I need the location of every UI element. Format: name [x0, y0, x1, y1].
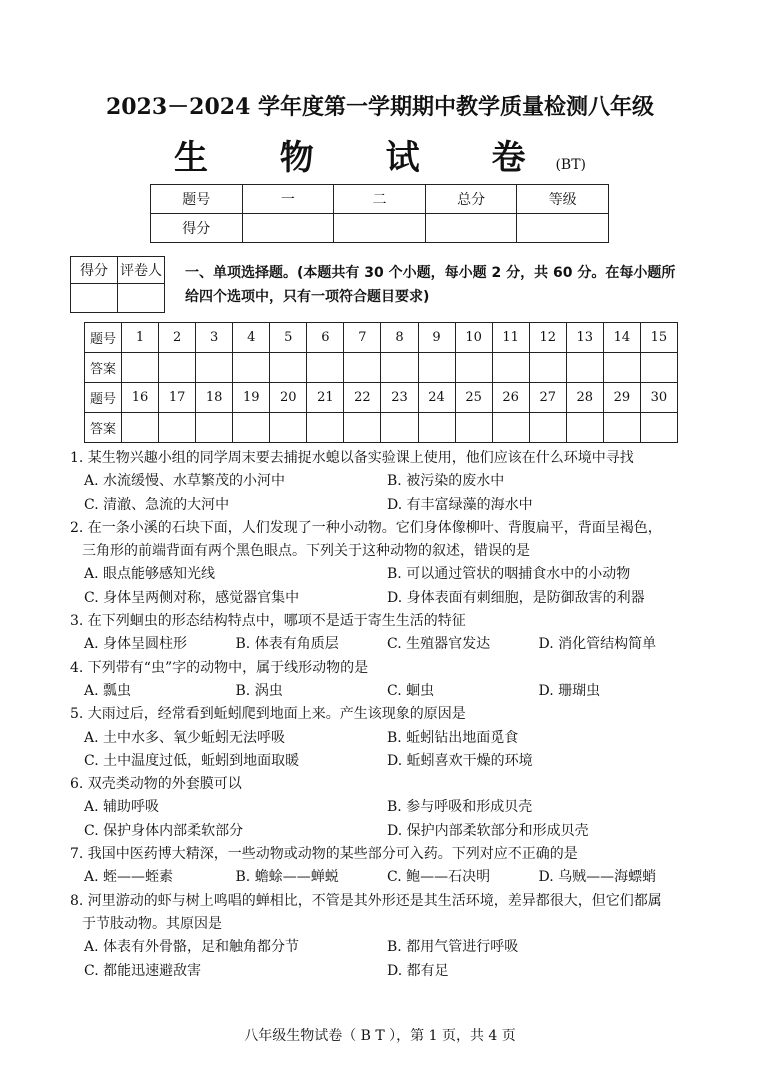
question-number-cell: 14: [603, 323, 640, 353]
grader-name-label: 评卷人: [118, 257, 165, 284]
question-number-cell: 3: [196, 323, 233, 353]
question-stem-continued: 于节肢动物。其原因是: [82, 915, 222, 932]
question-number-cell: 13: [566, 323, 603, 353]
question-number-cell: 19: [233, 383, 270, 413]
answer-cell[interactable]: [566, 353, 603, 383]
page-footer: 八年级生物试卷（ B T ），第 1 页，共 4 页: [244, 1028, 516, 1044]
answer-option: C. 都能迅速避敌害: [84, 962, 202, 979]
answer-cell[interactable]: [344, 353, 381, 383]
subject-name: 生 物 试 卷: [173, 138, 556, 178]
answer-cell[interactable]: [455, 353, 492, 383]
score-input-cell[interactable]: [425, 214, 517, 243]
grader-table: [70, 256, 165, 313]
question-number-cell: 21: [307, 383, 344, 413]
score-cell: 等级: [517, 185, 609, 214]
answer-option: D. 乌贼——海螵蛸: [538, 869, 657, 886]
answer-cell[interactable]: [233, 413, 270, 443]
answer-cell[interactable]: [529, 353, 566, 383]
question-number-cell: 22: [344, 383, 381, 413]
score-input-cell[interactable]: [334, 214, 426, 243]
question-list: [70, 447, 690, 983]
answer-option: C. 蛔虫: [387, 682, 435, 699]
answer-cell[interactable]: [418, 353, 455, 383]
question-number-cell: 11: [492, 323, 529, 353]
question-stem: 8. 河里游动的虾与树上鸣唱的蝉相比，不管是其外形还是其生活环境，差异都很大，但它们都属: [70, 892, 662, 909]
question-number-cell: 24: [418, 383, 455, 413]
question-number-cell: 15: [640, 323, 677, 353]
question-number-cell: 28: [566, 383, 603, 413]
question-stem: 5. 大雨过后，经常看到蚯蚓爬到地面上来。产生该现象的原因是: [70, 706, 466, 723]
answer-cell[interactable]: [492, 353, 529, 383]
subject-suffix: (BT): [555, 157, 587, 173]
answer-cell[interactable]: [492, 413, 529, 443]
answer-option: B. 可以通过管状的咽捕食水中的小动物: [387, 566, 631, 583]
answer-cell[interactable]: [603, 353, 640, 383]
score-table: [150, 184, 609, 243]
score-cell: 题号: [151, 185, 243, 214]
score-input-cell[interactable]: [517, 214, 609, 243]
score-table-score-row: [151, 214, 609, 243]
answer-option: B. 蚯蚓钻出地面觅食: [387, 729, 519, 746]
answer-grid-label: 答案: [85, 413, 122, 443]
score-cell: 一: [242, 185, 334, 214]
answer-option: B. 参与呼吸和形成贝壳: [387, 799, 533, 816]
answer-option: C. 清澈、急流的大河中: [84, 496, 230, 513]
answer-option: C. 土中温度过低，蚯蚓到地面取暖: [84, 752, 300, 769]
question-number-cell: 8: [381, 323, 418, 353]
answer-option: A. 蛭——蛭素: [84, 869, 174, 886]
answer-cell[interactable]: [196, 353, 233, 383]
section-line: 一、单项选择题。(本题共有 30 个小题，每小题 2 分，共 60 分。在每小题所: [185, 265, 676, 281]
answer-cell[interactable]: [418, 413, 455, 443]
grader-score-input[interactable]: [71, 284, 118, 313]
score-cell: 二: [334, 185, 426, 214]
question-item: [70, 843, 690, 890]
section-instructions: [185, 261, 690, 309]
answer-option: B. 体表有角质层: [235, 636, 339, 653]
question-stem: 1. 某生物兴趣小组的同学周末要去捕捉水螅以备实验课上使用，他们应该在什么环境中寻找: [70, 450, 634, 466]
answer-option: A. 水流缓慢、水草繁茂的小河中: [84, 473, 286, 490]
question-stem: 6. 双壳类动物的外套膜可以: [70, 776, 242, 793]
question-number-cell: 1: [122, 323, 159, 353]
answer-cell[interactable]: [640, 413, 677, 443]
answer-cell[interactable]: [122, 353, 159, 383]
answer-cell[interactable]: [529, 413, 566, 443]
answer-option: C. 生殖器官发达: [387, 636, 491, 653]
question-number-cell: 7: [344, 323, 381, 353]
question-item: [70, 773, 690, 843]
answer-cell[interactable]: [159, 353, 196, 383]
question-number-cell: 9: [418, 323, 455, 353]
option-list: [70, 633, 690, 656]
question-stem: 3. 在下列蛔虫的形态结构特点中，哪项不是适于寄生生活的特征: [70, 613, 466, 630]
answer-cell[interactable]: [159, 413, 196, 443]
answer-cell[interactable]: [381, 353, 418, 383]
question-number-cell: 4: [233, 323, 270, 353]
answer-option: B. 被污染的废水中: [387, 473, 505, 490]
answer-option: A. 辅助呼吸: [84, 799, 160, 816]
answer-grid-label: 题号: [85, 323, 122, 353]
answer-option: A. 眼点能够感知光线: [84, 566, 216, 583]
option-list: [70, 727, 690, 774]
question-number-cell: 16: [122, 383, 159, 413]
question-item: [70, 657, 690, 704]
answer-cell[interactable]: [196, 413, 233, 443]
answer-option: D. 消化管结构简单: [538, 636, 657, 653]
answer-option: B. 涡虫: [235, 682, 283, 699]
score-cell: 得分: [151, 214, 243, 243]
answer-option: D. 有丰富绿藻的海水中: [387, 496, 533, 513]
answer-option: C. 鲍——石决明: [387, 869, 491, 886]
question-number-cell: 20: [270, 383, 307, 413]
answer-option: D. 身体表面有刺细胞，是防御敌害的利器: [387, 589, 645, 606]
answer-option: D. 蚯蚓喜欢干燥的环境: [387, 752, 533, 769]
subject-title: [0, 130, 760, 179]
question-number-cell: 30: [640, 383, 677, 413]
question-number-cell: 6: [307, 323, 344, 353]
exam-title: 2023－2024 学年度第一学期期中教学质量检测八年级: [105, 94, 655, 120]
answer-cell[interactable]: [270, 413, 307, 443]
question-number-cell: 27: [529, 383, 566, 413]
answer-option: C. 保护身体内部柔软部分: [84, 822, 244, 839]
answer-cell[interactable]: [122, 413, 159, 443]
grader-score-label: 得分: [71, 257, 118, 284]
question-number-cell: 26: [492, 383, 529, 413]
answer-cell[interactable]: [603, 413, 640, 443]
grader-name-input[interactable]: [118, 284, 165, 313]
option-list: [70, 470, 690, 517]
answer-option: D. 都有足: [387, 962, 449, 979]
question-number-cell: 2: [159, 323, 196, 353]
question-item: [70, 610, 690, 657]
answer-cell[interactable]: [381, 413, 418, 443]
answer-option: A. 体表有外骨骼，足和触角都分节: [84, 939, 300, 956]
question-stem: 2. 在一条小溪的石块下面，人们发现了一种小动物。它们身体像柳叶、背腹扁平，背面呈褐色，: [70, 519, 662, 536]
score-table-header-row: [151, 185, 609, 214]
answer-cell[interactable]: [344, 413, 381, 443]
answer-option: B. 都用气管进行呼吸: [387, 939, 519, 956]
question-number-cell: 23: [381, 383, 418, 413]
answer-option: B. 蟾蜍——蝉蜕: [235, 869, 339, 886]
answer-grid-label: 答案: [85, 353, 122, 383]
question-number-cell: 25: [455, 383, 492, 413]
question-number-cell: 17: [159, 383, 196, 413]
answer-cell[interactable]: [307, 353, 344, 383]
answer-grid: [84, 322, 678, 443]
question-number-cell: 29: [603, 383, 640, 413]
answer-cell[interactable]: [270, 353, 307, 383]
answer-cell[interactable]: [307, 413, 344, 443]
question-number-cell: 5: [270, 323, 307, 353]
score-cell: 总分: [425, 185, 517, 214]
option-list: [70, 680, 690, 703]
question-stem-continued: 三角形的前端背面有两个黑色眼点。下列关于这种动物的叙述，错误的是: [82, 543, 530, 560]
answer-option: D. 保护内部柔软部分和形成贝壳: [387, 822, 589, 839]
answer-option: A. 瓢虫: [84, 682, 132, 699]
answer-cell[interactable]: [566, 413, 603, 443]
question-number-cell: 18: [196, 383, 233, 413]
option-list: [70, 796, 690, 843]
question-number-cell: 12: [529, 323, 566, 353]
answer-grid-label: 题号: [85, 383, 122, 413]
answer-option: D. 珊瑚虫: [538, 682, 601, 699]
question-item: [70, 447, 690, 517]
option-list: [70, 866, 690, 889]
question-item: [70, 890, 690, 983]
answer-option: A. 身体呈圆柱形: [84, 636, 188, 653]
answer-option: A. 土中水多、氧少蚯蚓无法呼吸: [84, 729, 286, 746]
answer-cell[interactable]: [455, 413, 492, 443]
question-item: [70, 703, 690, 773]
option-list: [70, 563, 690, 610]
option-list: [70, 936, 690, 983]
score-input-cell[interactable]: [242, 214, 334, 243]
question-stem: 7. 我国中医药博大精深，一些动物或动物的某些部分可入药。下列对应不正确的是: [70, 846, 578, 863]
question-stem: 4. 下列带有“虫”字的动物中，属于线形动物的是: [70, 659, 369, 676]
section-line: 给四个选项中，只有一项符合题目要求): [185, 289, 430, 305]
answer-option: C. 身体呈两侧对称，感觉器官集中: [84, 589, 300, 606]
answer-cell[interactable]: [640, 353, 677, 383]
question-number-cell: 10: [455, 323, 492, 353]
answer-cell[interactable]: [233, 353, 270, 383]
question-item: [70, 517, 690, 610]
